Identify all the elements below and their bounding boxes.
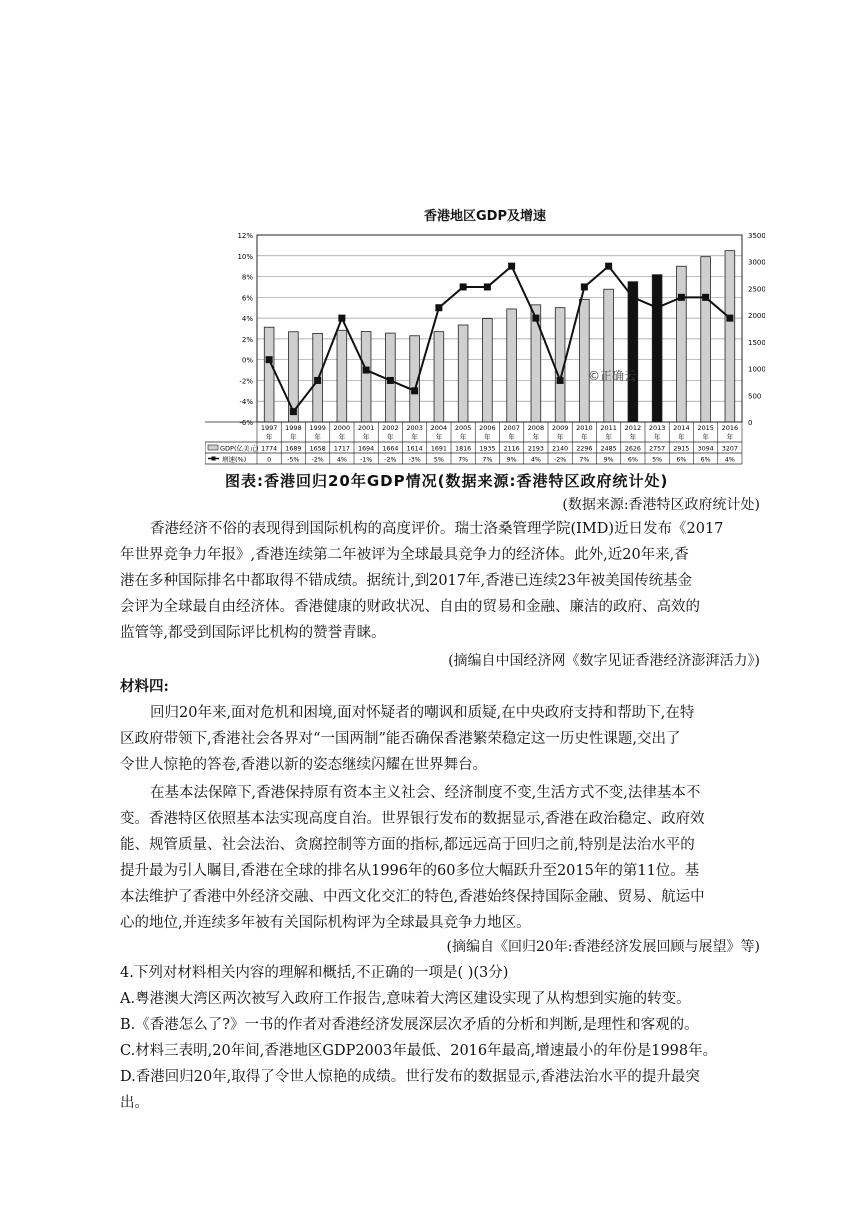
growth-value: 4%: [724, 456, 735, 464]
text-line: 区政府带领下,香港社会各界对“一国两制”能否确保香港繁荣稳定这一历史性课题,交出了: [120, 731, 681, 747]
year-suffix: 年: [581, 433, 588, 441]
growth-point: [266, 356, 273, 363]
growth-point: [702, 294, 709, 301]
year-label: 2010: [576, 424, 593, 432]
option-c: C.材料三表明,20年间,香港地区GDP2003年最低、2016年最高,增速最小的年份是1998年。: [120, 1043, 718, 1059]
gdp-bar: [725, 251, 735, 422]
growth-value: 7%: [579, 456, 590, 464]
gdp-value: 3207: [721, 445, 738, 453]
year-label: 1997: [260, 424, 278, 432]
growth-point: [581, 283, 588, 290]
watermark: ©正确云: [588, 369, 637, 383]
left-tick-label: 0%: [241, 356, 253, 365]
growth-point: [363, 367, 370, 374]
year-label: 2016: [721, 424, 739, 432]
growth-value: 7%: [482, 456, 493, 464]
gdp-bar: [531, 305, 541, 422]
growth-legend-label: 增速(%): [222, 455, 247, 464]
growth-value: 7%: [458, 456, 469, 464]
year-suffix: 年: [362, 433, 370, 441]
growth-value: 5%: [433, 456, 444, 464]
year-suffix: 年: [338, 433, 346, 441]
right-tick-label: 3500: [748, 232, 765, 240]
plot-frame: [257, 235, 742, 422]
gdp-bar: [701, 257, 711, 422]
gdp-value: 1816: [455, 445, 472, 453]
growth-point: [629, 294, 636, 301]
growth-point: [411, 387, 418, 394]
gdp-bar: [361, 331, 371, 422]
text-line: 变。香港特区依照基本法实现高度自治。世界银行发布的数据显示,香港在政治稳定、政府效: [120, 811, 705, 827]
year-label: 2000: [333, 424, 351, 432]
gdp-bar: [580, 299, 590, 422]
gdp-value: 3094: [697, 445, 714, 453]
gdp-bar: [604, 289, 614, 422]
gdp-bar: [458, 325, 468, 422]
text-line: 本法维护了香港中外经济交融、中西文化交汇的特色,香港始终保持国际金融、贸易、航运中: [120, 889, 705, 905]
growth-value: 9%: [506, 456, 517, 464]
year-label: 2001: [357, 424, 375, 432]
growth-point: [678, 294, 685, 301]
year-suffix: 年: [314, 433, 321, 441]
growth-value: 4%: [530, 456, 541, 464]
source-note: (数据来源:香港特区政府统计处): [562, 497, 760, 513]
year-label: 2008: [527, 424, 545, 432]
gdp-bar: [483, 319, 493, 422]
year-suffix: 年: [411, 433, 418, 441]
text-line: 提升最为引人瞩目,香港在全球的排名从1996年的60多位大幅跃升至2015年的第11位。基: [120, 863, 700, 879]
year-suffix: 年: [265, 433, 273, 441]
gdp-value: 1717: [333, 445, 350, 453]
growth-point: [290, 408, 297, 415]
year-label: 2009: [551, 424, 569, 432]
source-1: (摘编自中国经济网《数字见证香港经济澎湃活力》): [448, 653, 760, 669]
year-label: 2013: [648, 424, 666, 432]
growth-value: -2%: [311, 456, 324, 464]
growth-value: -5%: [287, 456, 300, 464]
growth-value: 0: [267, 456, 272, 464]
growth-point: [557, 377, 564, 384]
year-label: 2003: [406, 424, 423, 432]
year-label: 2006: [479, 424, 496, 432]
year-label: 2014: [673, 424, 690, 432]
right-tick-label: 0: [748, 419, 753, 427]
growth-point: [338, 315, 345, 322]
left-tick-label: 2%: [241, 335, 253, 344]
gdp-bar: [337, 330, 347, 422]
gdp-legend-label: GDP(亿美元): [220, 444, 259, 453]
gdp-bar: [264, 327, 274, 422]
growth-point: [508, 263, 515, 270]
year-suffix: 年: [484, 433, 491, 441]
year-suffix: 年: [556, 433, 564, 441]
gdp-value: 2116: [503, 445, 520, 453]
gdp-value: 1658: [309, 445, 326, 453]
option-d: D.香港回归20年,取得了令世人惊艳的成绩。世行发布的数据显示,香港法治水平的提升最突: [120, 1069, 700, 1085]
gdp-value: 2485: [600, 445, 617, 453]
material-heading: 材料四:: [120, 678, 169, 695]
text-line: 香港经济不俗的表现得到国际机构的高度评价。瑞士洛桑管理学院(IMD)近日发布《2017: [150, 521, 724, 537]
gdp-bar: [507, 309, 517, 422]
text-line: 心的地位,并连续多年被有关国际机构评为全球最具竞争力地区。: [120, 915, 531, 931]
left-tick-label: 8%: [241, 273, 253, 282]
growth-point: [460, 283, 467, 290]
source-2: (摘编自《回归20年:香港经济发展回顾与展望》等): [446, 939, 760, 955]
year-suffix: 年: [653, 433, 661, 441]
gdp-value: 2193: [527, 445, 544, 453]
question-stem: 4.下列对材料相关内容的理解和概括,不正确的一项是( )(3分): [120, 965, 509, 981]
year-label: 2011: [600, 424, 617, 432]
growth-point: [314, 377, 321, 384]
year-label: 2012: [624, 424, 642, 432]
right-tick-label: 2000: [748, 312, 765, 321]
year-label: 2004: [430, 424, 448, 432]
year-suffix: 年: [459, 433, 467, 441]
chart-caption: 图表:香港回归20年GDP情况(数据来源:香港特区政府统计处): [225, 472, 669, 490]
gdp-bar: [677, 266, 687, 422]
gdp-value: 1614: [406, 445, 423, 453]
growth-value: 9%: [603, 456, 614, 464]
text-line: 回归20年来,面对危机和困境,面对怀疑者的嘲讽和质疑,在中央政府支持和帮助下,在特: [150, 705, 695, 721]
year-suffix: 年: [532, 433, 540, 441]
year-label: 2002: [382, 424, 399, 432]
left-tick-label: 12%: [237, 232, 253, 240]
growth-point: [726, 315, 733, 322]
gdp-value: 1774: [261, 445, 278, 453]
gdp-bar: [652, 275, 662, 422]
year-suffix: 年: [605, 433, 612, 441]
option-a: A.粤港澳大湾区两次被写入政府工作报告,意味着大湾区建设实现了从构想到实施的转变。: [120, 991, 691, 1007]
growth-value: 5%: [652, 456, 663, 464]
gdp-value: 1694: [358, 445, 375, 453]
right-tick-label: 500: [748, 392, 762, 401]
chart-svg: [205, 205, 765, 473]
year-label: 2005: [454, 424, 472, 432]
gdp-value: 2757: [649, 445, 666, 453]
gdp-chart: [205, 205, 765, 473]
year-suffix: 年: [435, 433, 443, 441]
text-line: 令世人惊艳的答卷,香港以新的姿态继续闪耀在世界舞台。: [120, 757, 488, 773]
gdp-value: 2140: [552, 445, 569, 453]
text-line: 监管等,都受到国际评比机构的赞誉青睐。: [120, 625, 386, 641]
text-line: 会评为全球最自由经济体。香港健康的财政状况、自由的贸易和金融、廉洁的政府、高效的: [120, 599, 700, 615]
text-line: 港在多种国际排名中都取得不错成绩。据统计,到2017年,香港已连续23年被美国传统基金: [120, 573, 693, 589]
gdp-value: 2296: [576, 445, 593, 453]
year-suffix: 年: [629, 433, 637, 441]
year-suffix: 年: [702, 433, 709, 441]
year-suffix: 年: [678, 433, 685, 441]
left-tick-label: -2%: [239, 377, 253, 386]
text-line: 能、规管质量、社会法治、贪腐控制等方面的指标,都远远高于回归之前,特别是法治水平的: [120, 837, 695, 853]
growth-point: [605, 263, 612, 270]
growth-point: [387, 377, 394, 384]
gdp-legend-swatch: [208, 445, 218, 450]
gdp-value: 2915: [673, 445, 690, 453]
right-tick-label: 2500: [748, 285, 765, 294]
left-tick-label: 10%: [237, 252, 253, 261]
growth-point: [435, 304, 442, 311]
year-suffix: 年: [387, 433, 394, 441]
left-tick-label: 6%: [241, 294, 253, 303]
year-label: 2007: [503, 424, 520, 432]
growth-value: 6%: [676, 456, 687, 464]
right-tick-label: 1500: [748, 338, 765, 347]
year-suffix: 年: [508, 433, 515, 441]
growth-value: -2%: [553, 456, 567, 464]
year-suffix: 年: [290, 433, 297, 441]
right-tick-label: 1000: [748, 365, 765, 374]
gdp-bar: [628, 282, 638, 422]
year-label: 1998: [285, 424, 302, 432]
option-d-cont: 出。: [120, 1095, 149, 1111]
gdp-value: 1689: [285, 445, 302, 453]
right-tick-label: 3000: [748, 258, 765, 267]
growth-legend-marker: [212, 457, 216, 461]
text-line: 在基本法保障下,香港保持原有资本主义社会、经济制度不变,生活方式不变,法律基本不: [150, 785, 701, 801]
growth-value: 6%: [627, 456, 638, 464]
left-tick-label: 4%: [241, 315, 253, 324]
gdp-value: 2626: [624, 445, 641, 453]
year-label: 2015: [697, 424, 714, 432]
growth-point: [532, 315, 539, 322]
text-line: 年世界竞争力年报》,香港连续第二年被评为全球最具竞争力的经济体。此外,近20年来,香: [120, 547, 689, 563]
gdp-value: 1664: [382, 445, 399, 453]
left-tick-label: -6%: [239, 419, 253, 427]
year-suffix: 年: [726, 433, 734, 441]
gdp-bar: [434, 332, 444, 422]
gdp-value: 1691: [430, 445, 447, 453]
growth-value: -1%: [359, 456, 373, 464]
option-b: B.《香港怎么了?》一书的作者对香港经济发展深层次矛盾的分析和判断,是理性和客观的。: [120, 1017, 699, 1033]
growth-value: -3%: [408, 456, 421, 464]
left-tick-label: -4%: [239, 398, 253, 407]
growth-value: 6%: [700, 456, 711, 464]
growth-value: -2%: [384, 456, 397, 464]
growth-point: [654, 304, 661, 311]
growth-point: [484, 283, 491, 290]
growth-value: 4%: [336, 456, 347, 464]
chart-title: 香港地区GDP及增速: [424, 209, 546, 224]
year-label: 1999: [309, 424, 326, 432]
gdp-value: 1935: [479, 445, 496, 453]
